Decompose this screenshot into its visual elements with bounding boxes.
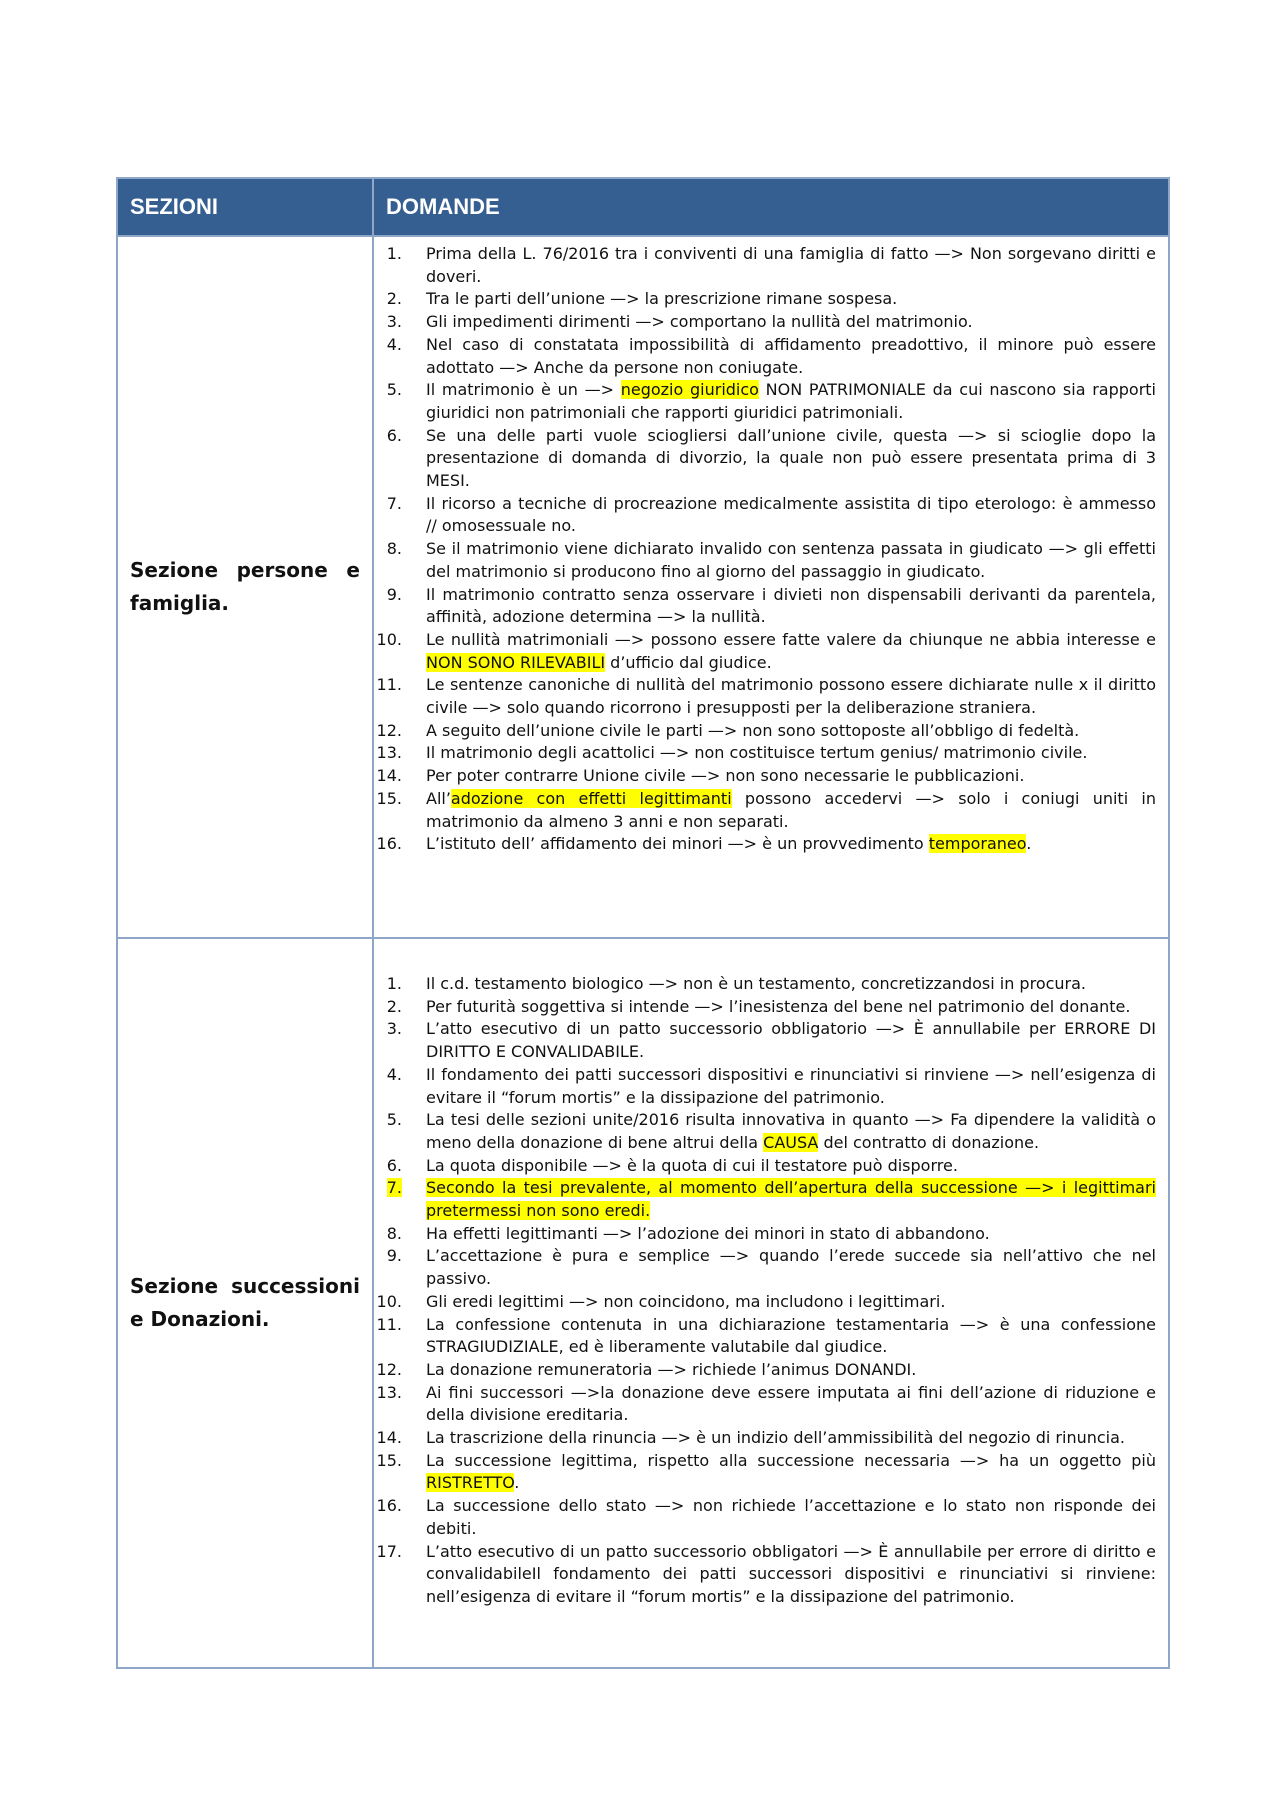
question-text: Tra le parti dell’unione —> la prescrizione rimane sospesa. (426, 289, 898, 309)
question-list (374, 243, 1168, 856)
question-number: 11. (376, 1314, 402, 1334)
questions-cell (373, 236, 1169, 938)
question-item (374, 1155, 1156, 1178)
question-number: 10. (376, 1291, 402, 1311)
table-header-row (117, 178, 1169, 236)
question-number: 16. (376, 1496, 402, 1516)
question-number: 7. (386, 1178, 402, 1198)
question-number: 1. (386, 244, 402, 263)
question-item (374, 1359, 1156, 1382)
question-text: A seguito dell’unione civile le parti —> non sono sottoposte all’obbligo di fedeltà. (426, 720, 1080, 740)
question-item (374, 1427, 1156, 1450)
question-item (374, 788, 1156, 833)
question-number: 14. (376, 1428, 402, 1448)
question-item (374, 1223, 1156, 1246)
question-text: L’atto esecutivo di un patto successorio obbligatori —> È annullabile per errore di diritto e convalidabileIl fondamento dei patti successori dispositivi e rinunciativi si rinviene: nell’esigenza di evitare il “forum mortis” e la dissipazione del patrimonio. (426, 1541, 1156, 1606)
highlighted-text: CAUSA (763, 1132, 819, 1152)
question-text: L’accettazione è pura e semplice —> quando l’erede succede sia nell’attivo che nel passivo. (426, 1246, 1156, 1289)
question-number: 9. (386, 584, 402, 604)
question-number: 5. (386, 1110, 402, 1130)
question-text: Se una delle parti vuole sciogliersi dall’unione civile, questa —> si scioglie dopo la presentazione di domanda di divorzio, la quale non può essere presentata prima di 3 MESI. (426, 425, 1156, 491)
question-number: 15. (376, 788, 402, 808)
question-text (426, 1177, 1156, 1222)
question-item (374, 1541, 1156, 1609)
question-number: 8. (386, 1223, 402, 1243)
question-text: Il c.d. testamento biologico —> non è un testamento, concretizzandosi in procura. (426, 974, 1087, 993)
question-text: La successione legittima, rispetto alla successione necessaria —> ha un oggetto più RISTRETTO. (426, 1450, 1156, 1493)
question-item (374, 674, 1156, 719)
question-number: 14. (376, 766, 402, 786)
question-item (374, 629, 1156, 674)
question-item (374, 311, 1156, 334)
question-item (374, 538, 1156, 583)
question-item (374, 1177, 1156, 1222)
highlighted-text: legittimari pretermessi non sono eredi. (426, 1178, 1156, 1221)
question-item (374, 334, 1156, 379)
highlighted-text: RISTRETTO (426, 1473, 515, 1493)
question-number: 2. (386, 996, 402, 1016)
question-text: L’atto esecutivo di un patto successorio obbligatorio —> È annullabile per ERRORE DI DIRITTO E CONVALIDABILE. (426, 1019, 1156, 1062)
question-text: All’adozione con effetti legittimanti possono accedervi —> solo i coniugi uniti in matrimonio da almeno 3 anni e non separati. (426, 788, 1157, 831)
question-item (374, 1109, 1156, 1154)
question-text: La donazione remuneratoria —> richiede l’animus DONANDI. (426, 1359, 917, 1379)
question-item (374, 493, 1156, 538)
question-number: 17. (376, 1541, 402, 1561)
question-number: 6. (386, 1155, 402, 1175)
section-label: Sezione persone e famiglia. (130, 558, 360, 615)
question-item (374, 996, 1156, 1019)
question-item (374, 1018, 1156, 1063)
highlighted-text: NON SONO RILEVABILI (426, 652, 606, 672)
question-item (374, 720, 1156, 743)
question-item (374, 1291, 1156, 1314)
question-item (374, 765, 1156, 788)
question-number: 2. (386, 289, 402, 309)
question-number: 8. (386, 539, 402, 559)
question-number: 15. (376, 1450, 402, 1470)
question-text: Gli eredi legittimi —> non coincidono, ma includono i legittimari. (426, 1291, 946, 1311)
highlighted-text: adozione con effetti legittimanti (450, 788, 732, 808)
question-text: Il ricorso a tecniche di procreazione medicalmente assistita di tipo eterologo: è ammesso // omosessuale no. (426, 493, 1156, 536)
question-text: La quota disponibile —> è la quota di cui il testatore può disporre. (426, 1155, 958, 1175)
question-item (374, 1382, 1156, 1427)
highlighted-text: negozio giuridico (620, 380, 759, 400)
question-text: Il fondamento dei patti successori dispositivi e rinunciativi si rinviene —> nell’esigenza di evitare il “forum mortis” e la dissipazione del patrimonio. (426, 1064, 1156, 1107)
question-text: La successione dello stato —> non richiede l’accettazione e lo stato non risponde dei debiti. (426, 1496, 1156, 1538)
question-text: Le sentenze canoniche di nullità del matrimonio possono essere dichiarate nulle x il diritto civile —> solo quando ricorrono i presupposti per la deliberazione straniera. (426, 675, 1156, 718)
question-number: 3. (386, 312, 402, 332)
question-text: Le nullità matrimoniali —> possono essere fatte valere da chiunque ne abbia interesse e NON SONO RILEVABILI d’ufficio dal giudice. (426, 629, 1156, 672)
question-text: La trascrizione della rinuncia —> è un indizio dell’ammissibilità del negozio di rinuncia. (426, 1428, 1125, 1448)
question-text: L’istituto dell’ affidamento dei minori —> è un provvedimento temporaneo. (426, 834, 1032, 854)
question-number: 7. (386, 493, 402, 513)
question-text: La confessione contenuta in una dichiarazione testamentaria —> è una confessione STRAGIUDIZIALE, ed è liberamente valutabile dal giudice. (426, 1314, 1156, 1357)
header-sezioni: SEZIONI (117, 178, 373, 236)
question-text: Per futurità soggettiva si intende —> l’inesistenza del bene nel patrimonio del donante. (426, 996, 1131, 1016)
section-row (117, 938, 1169, 1668)
question-number: 12. (376, 720, 402, 740)
question-number: 16. (376, 834, 402, 854)
question-text: Gli impedimenti dirimenti —> comportano la nullità del matrimonio. (426, 312, 973, 332)
section-row (117, 236, 1169, 938)
question-text: Il matrimonio contratto senza osservare i divieti non dispensabili derivanti da parentela, affinità, adozione determina —> la nullità. (426, 584, 1156, 627)
questions-table (116, 177, 1170, 1669)
question-number: 11. (376, 675, 402, 695)
question-text: Il matrimonio degli acattolici —> non costituisce tertum genius/ matrimonio civile. (426, 743, 1088, 763)
question-item (374, 584, 1156, 629)
question-item (374, 833, 1156, 856)
question-number: 4. (386, 1064, 402, 1084)
question-number: 5. (386, 380, 402, 400)
question-text: Il matrimonio è un —> negozio giuridico NON PATRIMONIALE da cui nascono sia rapporti giuridici non patrimoniali che rapporti giuridici patrimoniali. (426, 380, 1156, 422)
section-label-cell (117, 938, 373, 1668)
highlighted-text: temporaneo (928, 834, 1027, 854)
header-domande: DOMANDE (373, 178, 1169, 236)
question-text: Per poter contrarre Unione civile —> non sono necessarie le pubblicazioni. (426, 766, 1025, 786)
question-item (374, 379, 1156, 424)
question-text: Nel caso di constatata impossibilità di affidamento preadottivo, il minore può essere adottato —> Anche da persone non coniugate. (426, 334, 1156, 377)
question-text: La tesi delle sezioni unite/2016 risulta innovativa in quanto —> Fa dipendere la validità o meno della donazione di bene altrui della CAUSA del contratto di donazione. (426, 1110, 1156, 1152)
question-item (374, 1450, 1156, 1495)
question-number: 13. (376, 743, 402, 763)
question-text: Prima della L. 76/2016 tra i conviventi di una famiglia di fatto —> Non sorgevano diritti e doveri. (426, 244, 1156, 286)
question-item (374, 425, 1156, 493)
question-item (374, 1495, 1156, 1540)
question-number: 3. (386, 1019, 402, 1039)
question-number: 1. (386, 974, 402, 993)
question-text: Ha effetti legittimanti —> l’adozione dei minori in stato di abbandono. (426, 1223, 990, 1243)
question-item (374, 1314, 1156, 1359)
question-number: 13. (376, 1382, 402, 1402)
question-list (374, 973, 1168, 1609)
questions-cell (373, 938, 1169, 1668)
question-item (374, 742, 1156, 765)
question-item (374, 288, 1156, 311)
section-label-cell (117, 236, 373, 938)
question-item (374, 243, 1156, 288)
question-number: 4. (386, 334, 402, 354)
question-number: 9. (386, 1246, 402, 1266)
highlighted-text: Secondo la tesi prevalente, al momento dell’apertura della successione —> i (426, 1178, 1074, 1198)
question-item (374, 1064, 1156, 1109)
question-item (374, 1245, 1156, 1290)
question-number: 10. (376, 629, 402, 649)
question-number: 12. (376, 1359, 402, 1379)
question-item (374, 973, 1156, 996)
section-label: Sezione successioni e Donazioni. (130, 1274, 360, 1331)
question-text: Se il matrimonio viene dichiarato invalido con sentenza passata in giudicato —> gli effetti del matrimonio si producono fino al giorno del passaggio in giudicato. (426, 539, 1156, 581)
question-number: 6. (386, 425, 402, 445)
question-text: Ai fini successori —>la donazione deve essere imputata ai fini dell’azione di riduzione e della divisione ereditaria. (426, 1382, 1156, 1425)
